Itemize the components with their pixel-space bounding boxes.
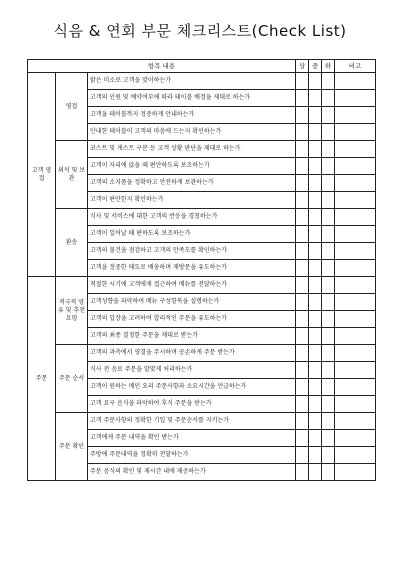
header-low: 하 xyxy=(322,60,335,73)
rating-low-cell[interactable] xyxy=(322,192,335,209)
note-cell[interactable] xyxy=(335,379,376,396)
checklist-item: 고객의 과측에서 영결을 주시하며 공손하게 주문 받는가 xyxy=(88,345,296,362)
rating-high-cell[interactable] xyxy=(296,107,309,124)
checklist-body xyxy=(28,73,376,481)
rating-mid-cell[interactable] xyxy=(309,73,322,90)
note-cell[interactable] xyxy=(335,107,376,124)
rating-low-cell[interactable] xyxy=(322,362,335,379)
note-cell[interactable] xyxy=(335,124,376,141)
subsection-label: 적극적 영유 및 추천요령 xyxy=(56,277,88,345)
rating-low-cell[interactable] xyxy=(322,107,335,124)
rating-mid-cell[interactable] xyxy=(309,141,322,158)
rating-high-cell[interactable] xyxy=(296,430,309,447)
rating-high-cell[interactable] xyxy=(296,260,309,277)
rating-low-cell[interactable] xyxy=(322,73,335,90)
checklist-row xyxy=(28,209,376,226)
rating-low-cell[interactable] xyxy=(322,413,335,430)
rating-high-cell[interactable] xyxy=(296,175,309,192)
rating-high-cell[interactable] xyxy=(296,464,309,481)
checklist-item: 고객의 소지품을 정확하고 안전하게 보관하는가 xyxy=(88,175,296,192)
rating-low-cell[interactable] xyxy=(322,175,335,192)
rating-high-cell[interactable] xyxy=(296,226,309,243)
checklist-item: 고객을 정중한 태도로 배웅하며 재방문을 유도하는가 xyxy=(88,260,296,277)
page-title: 식음 & 연회 부문 체크리스트(Check List) xyxy=(53,22,347,40)
rating-high-cell[interactable] xyxy=(296,209,309,226)
header-items: 항목 내용 xyxy=(28,60,296,73)
note-cell[interactable] xyxy=(335,243,376,260)
note-cell[interactable] xyxy=(335,90,376,107)
rating-mid-cell[interactable] xyxy=(309,379,322,396)
rating-mid-cell[interactable] xyxy=(309,430,322,447)
checklist-table xyxy=(27,59,376,481)
note-cell[interactable] xyxy=(335,192,376,209)
checklist-item: 고객의 인원 및 예약여부에 따라 테이블 배정을 제대로 하는가 xyxy=(88,90,296,107)
header-note: 비고 xyxy=(335,60,376,73)
note-cell[interactable] xyxy=(335,226,376,243)
subsection-label: 환송 xyxy=(56,209,88,277)
rating-high-cell[interactable] xyxy=(296,345,309,362)
note-cell[interactable] xyxy=(335,141,376,158)
rating-high-cell[interactable] xyxy=(296,328,309,345)
note-cell[interactable] xyxy=(335,345,376,362)
rating-high-cell[interactable] xyxy=(296,277,309,294)
rating-high-cell[interactable] xyxy=(296,243,309,260)
checklist-item: 고객 주문사항의 정확한 기입 및 주문순서를 지키는가 xyxy=(88,413,296,430)
rating-high-cell[interactable] xyxy=(296,90,309,107)
rating-mid-cell[interactable] xyxy=(309,175,322,192)
checklist-item: 안내한 테이블이 고객의 마음에 드는지 확인하는가 xyxy=(88,124,296,141)
rating-high-cell[interactable] xyxy=(296,124,309,141)
note-cell[interactable] xyxy=(335,447,376,464)
rating-low-cell[interactable] xyxy=(322,396,335,413)
rating-mid-cell[interactable] xyxy=(309,396,322,413)
rating-low-cell[interactable] xyxy=(322,311,335,328)
checklist-item: 고객의 최종 결정한 주문을 제대로 받는가 xyxy=(88,328,296,345)
rating-high-cell[interactable] xyxy=(296,192,309,209)
checklist-item: 고객성향을 파악하여 메뉴 구성항목을 설명하는가 xyxy=(88,294,296,311)
rating-mid-cell[interactable] xyxy=(309,243,322,260)
header-mid: 중 xyxy=(309,60,322,73)
checklist-item: 밝은 미소로 고객을 맞이하는가 xyxy=(88,73,296,90)
rating-low-cell[interactable] xyxy=(322,260,335,277)
rating-low-cell[interactable] xyxy=(322,447,335,464)
rating-mid-cell[interactable] xyxy=(309,294,322,311)
rating-high-cell[interactable] xyxy=(296,311,309,328)
rating-high-cell[interactable] xyxy=(296,141,309,158)
note-cell[interactable] xyxy=(335,260,376,277)
rating-low-cell[interactable] xyxy=(322,90,335,107)
rating-high-cell[interactable] xyxy=(296,73,309,90)
note-cell[interactable] xyxy=(335,175,376,192)
rating-high-cell[interactable] xyxy=(296,294,309,311)
note-cell[interactable] xyxy=(335,464,376,481)
rating-low-cell[interactable] xyxy=(322,124,335,141)
checklist-item: 코스트 및 게스트 구분 등 고객 상황 판단을 제대로 하는가 xyxy=(88,141,296,158)
checklist-item: 고객의 입장을 고려하여 합리적인 주문을 유도하는가 xyxy=(88,311,296,328)
rating-mid-cell[interactable] xyxy=(309,107,322,124)
rating-high-cell[interactable] xyxy=(296,396,309,413)
checklist-row xyxy=(28,413,376,430)
rating-mid-cell[interactable] xyxy=(309,328,322,345)
subsection-label: 주문 순서 xyxy=(56,345,88,413)
note-cell[interactable] xyxy=(335,396,376,413)
rating-low-cell[interactable] xyxy=(322,328,335,345)
rating-low-cell[interactable] xyxy=(322,158,335,175)
checklist-item: 식사 전 음료 주문을 알맞게 처리하는가 xyxy=(88,362,296,379)
header-high: 상 xyxy=(296,60,309,73)
checklist-item: 주방에 주문내역을 정확히 전달하는가 xyxy=(88,447,296,464)
rating-high-cell[interactable] xyxy=(296,413,309,430)
rating-mid-cell[interactable] xyxy=(309,260,322,277)
rating-mid-cell[interactable] xyxy=(309,209,322,226)
rating-high-cell[interactable] xyxy=(296,447,309,464)
category-label: 주문 xyxy=(28,277,56,481)
rating-low-cell[interactable] xyxy=(322,226,335,243)
rating-mid-cell[interactable] xyxy=(309,345,322,362)
rating-mid-cell[interactable] xyxy=(309,226,322,243)
rating-mid-cell[interactable] xyxy=(309,192,322,209)
rating-mid-cell[interactable] xyxy=(309,362,322,379)
rating-mid-cell[interactable] xyxy=(309,447,322,464)
checklist-item: 고객이 일어날 때 편하도록 보조하는가 xyxy=(88,226,296,243)
checklist-item: 고객을 테이블까지 정중하게 안내하는가 xyxy=(88,107,296,124)
rating-low-cell[interactable] xyxy=(322,294,335,311)
rating-high-cell[interactable] xyxy=(296,379,309,396)
note-cell[interactable] xyxy=(335,362,376,379)
rating-low-cell[interactable] xyxy=(322,209,335,226)
header-row xyxy=(28,60,376,73)
rating-mid-cell[interactable] xyxy=(309,277,322,294)
checklist-row xyxy=(28,73,376,90)
note-cell[interactable] xyxy=(335,277,376,294)
rating-mid-cell[interactable] xyxy=(309,158,322,175)
note-cell[interactable] xyxy=(335,73,376,90)
checklist-row xyxy=(28,345,376,362)
rating-low-cell[interactable] xyxy=(322,141,335,158)
rating-mid-cell[interactable] xyxy=(309,413,322,430)
checklist-item: 고객 요구 음식을 파악하여 후식 주문을 받는가 xyxy=(88,396,296,413)
rating-low-cell[interactable] xyxy=(322,345,335,362)
rating-mid-cell[interactable] xyxy=(309,464,322,481)
rating-low-cell[interactable] xyxy=(322,277,335,294)
rating-low-cell[interactable] xyxy=(322,464,335,481)
checklist-item: 적절한 시기에 고객에게 접근하여 메뉴를 전달하는가 xyxy=(88,277,296,294)
checklist-row xyxy=(28,277,376,294)
checklist-item: 고객에게 주문 내역을 확인 받는가 xyxy=(88,430,296,447)
rating-mid-cell[interactable] xyxy=(309,124,322,141)
note-cell[interactable] xyxy=(335,311,376,328)
note-cell[interactable] xyxy=(335,413,376,430)
rating-mid-cell[interactable] xyxy=(309,311,322,328)
rating-high-cell[interactable] xyxy=(296,158,309,175)
checklist-item: 고객이 자리에 앉을 때 편안하도록 보조하는가 xyxy=(88,158,296,175)
checklist-row xyxy=(28,141,376,158)
rating-high-cell[interactable] xyxy=(296,362,309,379)
note-cell[interactable] xyxy=(335,328,376,345)
rating-low-cell[interactable] xyxy=(322,430,335,447)
checklist-item: 고객이 원하는 메인 요리 주문사항과 소요시간을 언급하는가 xyxy=(88,379,296,396)
rating-mid-cell[interactable] xyxy=(309,90,322,107)
checklist-item: 고객이 편안한지 확인하는가 xyxy=(88,192,296,209)
category-label: 고객 영접 xyxy=(28,73,56,277)
subsection-label: 영접 xyxy=(56,73,88,141)
rating-low-cell[interactable] xyxy=(322,379,335,396)
note-cell[interactable] xyxy=(335,430,376,447)
note-cell[interactable] xyxy=(335,158,376,175)
checklist-item: 고객의 물건을 점검하고 고객의 만족도를 확인하는가 xyxy=(88,243,296,260)
subsection-label: 외석 및 보관 xyxy=(56,141,88,209)
checklist-item: 식사 및 서비스에 대한 고객의 반응을 경청하는가 xyxy=(88,209,296,226)
rating-low-cell[interactable] xyxy=(322,243,335,260)
subsection-label: 주문 확인 xyxy=(56,413,88,481)
note-cell[interactable] xyxy=(335,294,376,311)
checklist-item: 주문 음식의 확인 및 제시간 내에 제공하는가 xyxy=(88,464,296,481)
note-cell[interactable] xyxy=(335,209,376,226)
